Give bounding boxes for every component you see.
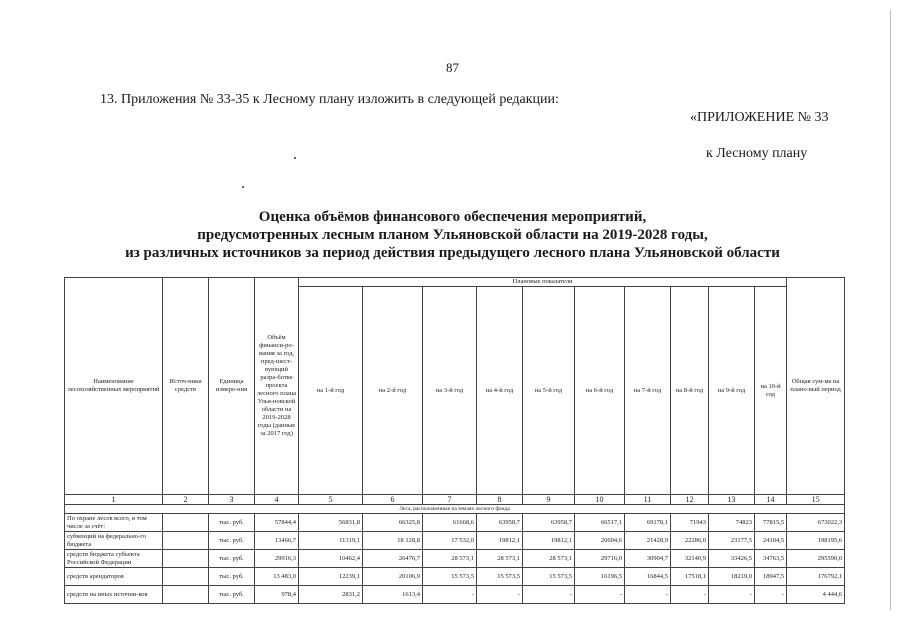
- cell-source: [163, 532, 209, 550]
- cell-volume: 13466,7: [255, 532, 299, 550]
- cell-year-4: 28 573,1: [477, 550, 523, 568]
- cell-year-2: 18 128,8: [363, 532, 423, 550]
- cell-year-5: 15 573,5: [523, 568, 575, 586]
- cell-year-6: 20604,6: [575, 532, 625, 550]
- cell-activity: субвенций на федерально-го бюджета: [65, 532, 163, 550]
- scan-speck: [242, 186, 244, 188]
- table-row: [65, 532, 845, 550]
- cell-year-8: 32140,9: [671, 550, 709, 568]
- column-number: 10: [575, 495, 625, 505]
- scan-speck: [294, 157, 296, 159]
- table-row: [65, 550, 845, 568]
- cell-year-6: 16196,5: [575, 568, 625, 586]
- cell-year-4: -: [477, 586, 523, 604]
- cell-year-10: 77815,5: [755, 514, 787, 532]
- cell-year-7: 21428,9: [625, 532, 671, 550]
- appendix-subtitle: к Лесному плану: [706, 146, 808, 161]
- cell-source: [163, 568, 209, 586]
- column-number: 1: [65, 495, 163, 505]
- header-activity: Наименование лесохозяйственных мероприятий: [65, 278, 163, 495]
- table-row: [65, 568, 845, 586]
- cell-activity: средств арендаторов: [65, 568, 163, 586]
- cell-total: 176792,1: [787, 568, 845, 586]
- cell-year-5: 28 573,1: [523, 550, 575, 568]
- cell-year-7: 30904,7: [625, 550, 671, 568]
- cell-year-4: 15 573,5: [477, 568, 523, 586]
- cell-year-9: 74823: [709, 514, 755, 532]
- document-title-line-1: Оценка объёмов финансового обеспечения мероприятий,: [258, 209, 647, 225]
- cell-year-9: 23177,5: [709, 532, 755, 550]
- cell-total: 673022,3: [787, 514, 845, 532]
- cell-volume: 57844,4: [255, 514, 299, 532]
- cell-year-3: 15 573,5: [423, 568, 477, 586]
- header-total: Общая сум-ма на плано-вый период: [787, 278, 845, 495]
- cell-unit: тыс. руб.: [209, 568, 255, 586]
- cell-total: 295590,0: [787, 550, 845, 568]
- column-number: 15: [787, 495, 845, 505]
- column-number: 11: [625, 495, 671, 505]
- header-year-3: на 3-й год: [423, 287, 477, 495]
- cell-year-7: 16844,5: [625, 568, 671, 586]
- cell-total: 198195,6: [787, 532, 845, 550]
- cell-volume: 13 483,0: [255, 568, 299, 586]
- cell-unit: тыс. руб.: [209, 514, 255, 532]
- cell-source: [163, 514, 209, 532]
- cell-year-10: 24104,5: [755, 532, 787, 550]
- cell-activity: По охране лесов всего, в том числе за счёт:: [65, 514, 163, 532]
- column-number: 8: [477, 495, 523, 505]
- cell-year-8: 17518,1: [671, 568, 709, 586]
- cell-volume: 978,4: [255, 586, 299, 604]
- cell-year-8: 71943: [671, 514, 709, 532]
- header-year-10: на 10-й год: [755, 287, 787, 495]
- cell-year-10: -: [755, 586, 787, 604]
- document-title-line-2: предусмотренных лесным планом Ульяновской области на 2019-2028 годы,: [197, 227, 708, 243]
- column-number: 12: [671, 495, 709, 505]
- cell-year-1: 2831,2: [299, 586, 363, 604]
- cell-year-5: 19812,1: [523, 532, 575, 550]
- column-number: 6: [363, 495, 423, 505]
- header-volume: Объём финанси-ро-вания за год, пред-шест-вующий разра-ботке проекта лесного плана Улья-новской области на 2019-2028 годы (данные за 2017 год): [255, 278, 299, 495]
- header-year-8: на 8-й год: [671, 287, 709, 495]
- cell-year-7: -: [625, 586, 671, 604]
- header-year-1: на 1-й год: [299, 287, 363, 495]
- cell-year-6: 29716,0: [575, 550, 625, 568]
- header-year-2: на 2-й год: [363, 287, 423, 495]
- cell-year-10: 18947,5: [755, 568, 787, 586]
- cell-volume: 29916,3: [255, 550, 299, 568]
- cell-year-4: 19812,1: [477, 532, 523, 550]
- header-year-7: на 7-й год: [625, 287, 671, 495]
- page-edge-line: [890, 10, 891, 610]
- page-number: 87: [446, 60, 459, 75]
- cell-year-1: 12239,1: [299, 568, 363, 586]
- cell-year-3: 28 573,1: [423, 550, 477, 568]
- column-number: 4: [255, 495, 299, 505]
- cell-source: [163, 586, 209, 604]
- cell-year-8: 22286,0: [671, 532, 709, 550]
- header-year-5: на 5-й год: [523, 287, 575, 495]
- cell-year-8: -: [671, 586, 709, 604]
- cell-unit: тыс. руб.: [209, 550, 255, 568]
- cell-year-3: -: [423, 586, 477, 604]
- financing-table: [64, 277, 845, 604]
- cell-year-3: 17 532,0: [423, 532, 477, 550]
- column-number: 3: [209, 495, 255, 505]
- cell-year-1: 10462,4: [299, 550, 363, 568]
- cell-year-2: 1613,4: [363, 586, 423, 604]
- cell-year-3: 61668,6: [423, 514, 477, 532]
- table-row: [65, 586, 845, 604]
- cell-year-2: 20106,9: [363, 568, 423, 586]
- header-year-9: на 9-й год: [709, 287, 755, 495]
- cell-year-9: 33426,5: [709, 550, 755, 568]
- cell-unit: тыс. руб.: [209, 586, 255, 604]
- column-number: 5: [299, 495, 363, 505]
- header-planned: Плановые показатели: [299, 278, 787, 287]
- column-number: 14: [755, 495, 787, 505]
- cell-total: 4 444,6: [787, 586, 845, 604]
- cell-year-5: 63958,7: [523, 514, 575, 532]
- header-year-6: на 6-й год: [575, 287, 625, 495]
- cell-year-9: -: [709, 586, 755, 604]
- column-number: 7: [423, 495, 477, 505]
- appendix-label: «ПРИЛОЖЕНИЕ № 33: [690, 110, 829, 125]
- header-year-4: на 4-й год: [477, 287, 523, 495]
- cell-year-4: 63958,7: [477, 514, 523, 532]
- cell-source: [163, 550, 209, 568]
- column-number: 2: [163, 495, 209, 505]
- cell-year-1: 56831,8: [299, 514, 363, 532]
- column-number: 9: [523, 495, 575, 505]
- cell-year-6: -: [575, 586, 625, 604]
- document-title-line-3: из различных источников за период действия предыдущего лесного плана Ульяновской области: [125, 245, 780, 261]
- intro-text: 13. Приложения № 33-35 к Лесному плану изложить в следующей редакции:: [100, 92, 559, 107]
- table-row: [65, 514, 845, 532]
- cell-year-7: 69178,1: [625, 514, 671, 532]
- cell-year-1: 11319,1: [299, 532, 363, 550]
- cell-activity: средств бюджета субъекта Российской Федерации: [65, 550, 163, 568]
- cell-unit: тыс. руб.: [209, 532, 255, 550]
- cell-year-9: 18219,0: [709, 568, 755, 586]
- header-unit: Единица измере-ния: [209, 278, 255, 495]
- section-label: Леса, расположенные на землях лесного фонда: [65, 505, 845, 514]
- column-number: 13: [709, 495, 755, 505]
- cell-activity: средств на иных источни-ков: [65, 586, 163, 604]
- cell-year-6: 66517,1: [575, 514, 625, 532]
- header-source: Источ-ники средств: [163, 278, 209, 495]
- cell-year-10: 34763,5: [755, 550, 787, 568]
- cell-year-2: 66325,8: [363, 514, 423, 532]
- cell-year-5: -: [523, 586, 575, 604]
- cell-year-2: 26476,7: [363, 550, 423, 568]
